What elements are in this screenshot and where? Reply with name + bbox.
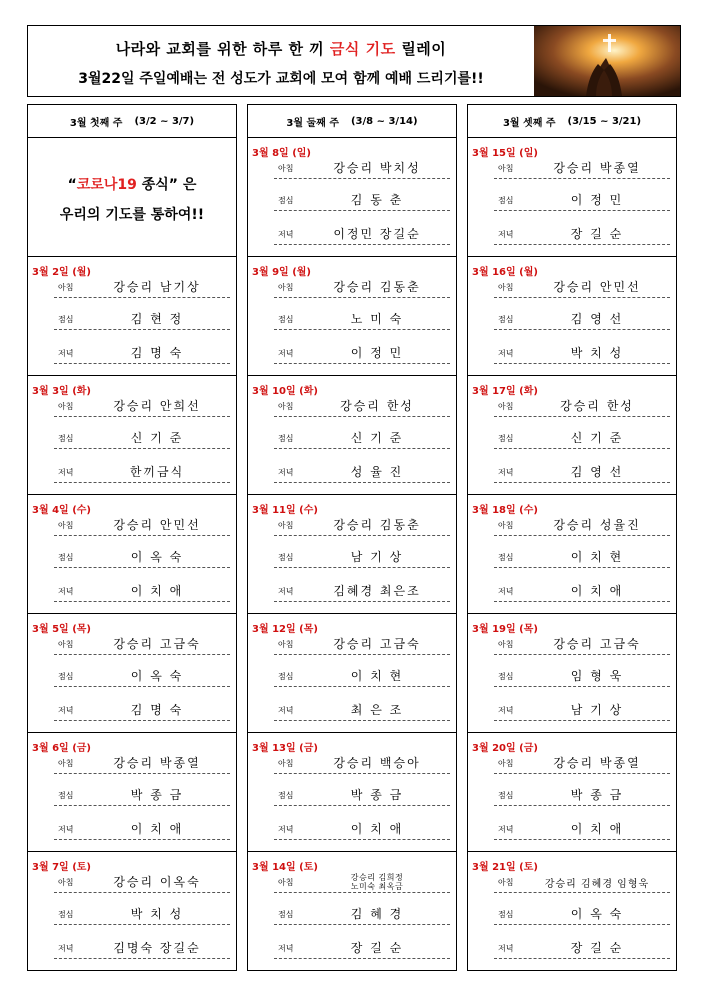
meal-row-dinner	[494, 817, 670, 840]
week-header	[247, 104, 457, 138]
meal-row-dinner	[54, 341, 230, 364]
meal-row-morning	[54, 632, 230, 655]
meal-row-morning	[54, 275, 230, 298]
day-cell	[247, 257, 457, 376]
meal-row-dinner	[274, 579, 450, 602]
meal-row-morning	[494, 513, 670, 536]
meal-label: 아침	[278, 164, 294, 173]
assignee-names: 남 기 상	[570, 703, 624, 717]
day-date: 3월 3일 (화)	[32, 386, 91, 397]
meal-label: 점심	[58, 910, 74, 919]
slogan-line-2: 우리의 기도를 통하여!!	[59, 207, 205, 223]
meal-label: 아침	[278, 402, 294, 411]
meal-row-dinner	[54, 936, 230, 959]
assignee-names: 이 치 현	[350, 669, 404, 683]
day-cell	[467, 138, 677, 257]
meal-label: 아침	[498, 640, 514, 649]
assignee-names: 강승리 김혜경 임형욱	[544, 879, 650, 890]
meal-label: 아침	[58, 640, 74, 649]
assignee-names: 장 길 순	[350, 941, 404, 955]
meal-label: 저녁	[58, 944, 74, 953]
assignee-names: 강승리 한성	[560, 399, 634, 413]
meal-row-lunch	[54, 902, 230, 925]
assignee-names: 박 종 금	[350, 788, 404, 802]
day-date: 3월 8일 (일)	[252, 148, 311, 159]
meal-row-lunch	[274, 664, 450, 687]
assignee-names: 강승리 남기상	[113, 280, 201, 294]
meal-label: 점심	[498, 910, 514, 919]
meal-label: 아침	[58, 283, 74, 292]
meal-label: 점심	[278, 791, 294, 800]
assignee-names: 김명숙 장길순	[113, 941, 201, 955]
meal-row-morning	[274, 751, 450, 774]
meal-label: 아침	[278, 283, 294, 292]
day-date: 3월 12일 (목)	[252, 624, 318, 635]
meal-row-dinner	[54, 460, 230, 483]
meal-row-lunch	[54, 307, 230, 330]
meal-label: 저녁	[498, 587, 514, 596]
assignee-names: 최 은 조	[350, 703, 404, 717]
meal-row-morning	[274, 513, 450, 536]
meal-row-morning	[54, 870, 230, 893]
day-cell	[27, 376, 237, 495]
assignee-names: 이 치 애	[570, 822, 624, 836]
day-date: 3월 21일 (토)	[472, 862, 538, 873]
day-cell	[27, 614, 237, 733]
slogan-line-1: “코로나19 종식” 은	[67, 177, 197, 193]
assignee-names: 박 치 성	[570, 346, 624, 360]
assignee-names: 김혜경 최은조	[333, 584, 421, 598]
assignee-names: 남 기 상	[350, 550, 404, 564]
meal-label: 아침	[58, 521, 74, 530]
meal-row-morning	[54, 394, 230, 417]
day-cell	[247, 614, 457, 733]
meal-label: 점심	[278, 315, 294, 324]
assignee-names: 장 길 순	[570, 941, 624, 955]
day-cell	[247, 852, 457, 971]
meal-row-dinner	[274, 460, 450, 483]
day-cell	[467, 257, 677, 376]
meal-row-dinner	[274, 817, 450, 840]
meal-label: 점심	[278, 672, 294, 681]
meal-row-dinner	[54, 817, 230, 840]
meal-label: 저녁	[278, 706, 294, 715]
assignee-names: 강승리 박종열	[553, 756, 641, 770]
meal-row-morning	[494, 156, 670, 179]
week-title: 3월 둘째 주	[286, 117, 339, 129]
meal-row-lunch	[494, 307, 670, 330]
meal-row-lunch	[54, 783, 230, 806]
assignee-names: 김 영 선	[570, 465, 624, 479]
meal-row-dinner	[494, 460, 670, 483]
day-cell	[467, 376, 677, 495]
week-title: 3월 첫째 주	[69, 117, 123, 129]
day-date: 3월 16일 (월)	[472, 267, 538, 278]
day-date: 3월 4일 (수)	[32, 505, 91, 516]
assignee-names: 노 미 숙	[350, 312, 404, 326]
meal-label: 저녁	[278, 349, 294, 358]
meal-label: 점심	[498, 672, 514, 681]
day-date: 3월 19일 (목)	[472, 624, 538, 635]
assignee-names: 박 치 성	[130, 907, 184, 921]
meal-row-dinner	[54, 698, 230, 721]
meal-label: 아침	[498, 164, 514, 173]
assignee-names: 김 혜 경	[350, 907, 404, 921]
day-date: 3월 15일 (일)	[472, 148, 538, 159]
meal-label: 저녁	[58, 825, 74, 834]
assignee-names: 이 정 민	[570, 193, 624, 207]
day-cell	[467, 733, 677, 852]
meal-label: 저녁	[58, 706, 74, 715]
assignee-names: 강승리 안민선	[113, 518, 201, 532]
meal-row-morning	[494, 870, 670, 893]
meal-row-morning	[54, 513, 230, 536]
meal-label: 저녁	[498, 349, 514, 358]
meal-row-morning	[274, 156, 450, 179]
assignee-names: 임 형 욱	[570, 669, 624, 683]
meal-label: 점심	[278, 910, 294, 919]
meal-label: 아침	[498, 759, 514, 768]
assignee-names: 이정민 장길순	[333, 227, 421, 241]
meal-row-dinner	[274, 222, 450, 245]
assignee-names: 강승리 한성	[340, 399, 414, 413]
assignee-names: 이 치 애	[130, 822, 184, 836]
assignee-names: 이 옥 숙	[130, 669, 184, 683]
meal-row-dinner	[54, 579, 230, 602]
meal-row-dinner	[494, 341, 670, 364]
assignee-names: 강승리 안희선	[113, 399, 201, 413]
day-cell	[247, 376, 457, 495]
meal-label: 아침	[278, 521, 294, 530]
day-cell	[27, 733, 237, 852]
assignee-names: 강승리 고금숙	[333, 637, 421, 651]
day-date: 3월 13일 (금)	[252, 743, 318, 754]
meal-row-lunch	[274, 783, 450, 806]
meal-label: 저녁	[498, 230, 514, 239]
day-date: 3월 9일 (월)	[252, 267, 311, 278]
meal-label: 점심	[278, 434, 294, 443]
meal-row-lunch	[54, 545, 230, 568]
meal-row-morning	[274, 870, 450, 893]
meal-label: 점심	[278, 553, 294, 562]
week-range: (3/15 ~ 3/21)	[567, 115, 642, 127]
meal-row-lunch	[274, 188, 450, 211]
meal-label: 점심	[58, 553, 74, 562]
day-date: 3월 6일 (금)	[32, 743, 91, 754]
meal-label: 점심	[58, 791, 74, 800]
day-cell	[27, 257, 237, 376]
meal-label: 저녁	[58, 349, 74, 358]
meal-label: 점심	[498, 791, 514, 800]
page-subtitle: 3월22일 주일예배는 전 성도가 교회에 모여 함께 예배 드리기를!!	[78, 71, 484, 87]
meal-row-dinner	[274, 936, 450, 959]
day-cell	[27, 495, 237, 614]
assignee-names: 이 옥 숙	[570, 907, 624, 921]
week-column	[247, 104, 457, 971]
week-header	[27, 104, 237, 138]
meal-row-lunch	[274, 902, 450, 925]
meal-label: 아침	[278, 878, 294, 887]
assignee-names: 강승리 박종열	[553, 161, 641, 175]
meal-row-morning	[494, 751, 670, 774]
meal-label: 저녁	[58, 468, 74, 477]
meal-label: 저녁	[278, 944, 294, 953]
meal-label: 저녁	[278, 587, 294, 596]
meal-label: 저녁	[498, 468, 514, 477]
meal-row-lunch	[274, 307, 450, 330]
meal-row-morning	[494, 394, 670, 417]
meal-row-dinner	[494, 222, 670, 245]
meal-label: 점심	[278, 196, 294, 205]
meal-row-lunch	[494, 783, 670, 806]
assignee-names: 박 종 금	[130, 788, 184, 802]
meal-row-lunch	[494, 545, 670, 568]
meal-label: 저녁	[278, 230, 294, 239]
day-cell	[247, 138, 457, 257]
meal-label: 점심	[498, 196, 514, 205]
day-cell	[247, 733, 457, 852]
week-column	[467, 104, 677, 971]
week-column	[27, 104, 237, 971]
meal-label: 점심	[498, 434, 514, 443]
assignee-names: 성 율 진	[350, 465, 404, 479]
meal-label: 점심	[498, 553, 514, 562]
meal-row-lunch	[274, 545, 450, 568]
page-title: 나라와 교회를 위한 하루 한 끼 금식 기도 릴레이	[115, 40, 447, 58]
meal-row-lunch	[274, 426, 450, 449]
day-cell	[467, 852, 677, 971]
assignee-names: 이 옥 숙	[130, 550, 184, 564]
assignee-names: 이 치 애	[570, 584, 624, 598]
meal-row-morning	[54, 751, 230, 774]
assignee-names: 강승리 김동춘	[333, 280, 421, 294]
slogan-cell	[27, 138, 237, 257]
assignee-names: 김 명 숙	[130, 346, 184, 360]
assignee-names: 김 동 춘	[350, 193, 404, 207]
day-date: 3월 17일 (화)	[472, 386, 538, 397]
assignee-names: 김 명 숙	[130, 703, 184, 717]
week-header	[467, 104, 677, 138]
meal-label: 저녁	[498, 706, 514, 715]
week-range: (3/2 ~ 3/7)	[134, 115, 195, 127]
meal-label: 아침	[498, 283, 514, 292]
meal-row-morning	[274, 275, 450, 298]
assignee-names: 신 기 준	[350, 431, 404, 445]
meal-label: 아침	[498, 521, 514, 530]
assignee-names: 강승리 김동춘	[333, 518, 421, 532]
meal-row-lunch	[494, 426, 670, 449]
meal-label: 점심	[58, 672, 74, 681]
meal-row-dinner	[494, 698, 670, 721]
meal-label: 아침	[498, 878, 514, 887]
assignee-names: 박 종 금	[570, 788, 624, 802]
meal-row-lunch	[54, 426, 230, 449]
meal-label: 아침	[278, 640, 294, 649]
assignee-names: 강승리 백승아	[333, 756, 421, 770]
week-title: 3월 셋째 주	[502, 117, 556, 129]
assignee-names: 한끼금식	[129, 465, 185, 479]
praying-hands-image	[534, 26, 680, 96]
meal-label: 아침	[58, 759, 74, 768]
assignee-names: 신 기 준	[130, 431, 184, 445]
assignee-names: 김 영 선	[570, 312, 624, 326]
meal-label: 아침	[58, 878, 74, 887]
meal-label: 점심	[58, 434, 74, 443]
assignee-names: 강승리 박치성	[333, 161, 421, 175]
assignee-names: 장 길 순	[570, 227, 624, 241]
day-date: 3월 7일 (토)	[32, 862, 91, 873]
assignee-names: 강승리 고금숙	[553, 637, 641, 651]
meal-label: 아침	[58, 402, 74, 411]
assignee-names: 강승리 고금숙	[113, 637, 201, 651]
meal-row-lunch	[494, 664, 670, 687]
meal-label: 점심	[498, 315, 514, 324]
meal-label: 저녁	[58, 587, 74, 596]
assignee-names: 이 치 애	[130, 584, 184, 598]
meal-row-dinner	[274, 698, 450, 721]
assignee-names: 이 치 애	[350, 822, 404, 836]
day-cell	[27, 852, 237, 971]
assignee-names: 이 정 민	[350, 346, 404, 360]
meal-row-dinner	[274, 341, 450, 364]
assignee-names: 이 치 현	[570, 550, 624, 564]
meal-label: 저녁	[498, 944, 514, 953]
meal-label: 점심	[58, 315, 74, 324]
meal-row-morning	[274, 394, 450, 417]
meal-row-lunch	[494, 188, 670, 211]
assignee-names: 강승리 안민선	[553, 280, 641, 294]
day-date: 3월 14일 (토)	[252, 862, 318, 873]
meal-row-morning	[494, 632, 670, 655]
day-date: 3월 2일 (월)	[32, 267, 91, 278]
day-date: 3월 10일 (화)	[252, 386, 318, 397]
meal-row-dinner	[494, 579, 670, 602]
meal-label: 저녁	[278, 468, 294, 477]
meal-label: 저녁	[278, 825, 294, 834]
day-date: 3월 18일 (수)	[472, 505, 538, 516]
day-cell	[247, 495, 457, 614]
assignee-names: 강승리 성율진	[553, 518, 641, 532]
assignee-names: 김 현 정	[130, 312, 184, 326]
assignee-names: 신 기 준	[570, 431, 624, 445]
assignee-names: 강승리 박종열	[113, 756, 201, 770]
meal-label: 아침	[278, 759, 294, 768]
meal-row-lunch	[54, 664, 230, 687]
meal-row-morning	[494, 275, 670, 298]
meal-row-morning	[274, 632, 450, 655]
header-banner	[27, 25, 681, 97]
day-cell	[467, 495, 677, 614]
meal-label: 아침	[498, 402, 514, 411]
day-date: 3월 11일 (수)	[252, 505, 318, 516]
meal-row-lunch	[494, 902, 670, 925]
day-date: 3월 5일 (목)	[32, 624, 91, 635]
day-cell	[467, 614, 677, 733]
assignee-names: 강승리 이옥숙	[113, 875, 201, 889]
meal-label: 저녁	[498, 825, 514, 834]
week-range: (3/8 ~ 3/14)	[350, 115, 418, 127]
day-date: 3월 20일 (금)	[472, 743, 538, 754]
assignee-names: 강승리 김희정 노미숙 최옥금	[350, 873, 404, 891]
meal-row-dinner	[494, 936, 670, 959]
